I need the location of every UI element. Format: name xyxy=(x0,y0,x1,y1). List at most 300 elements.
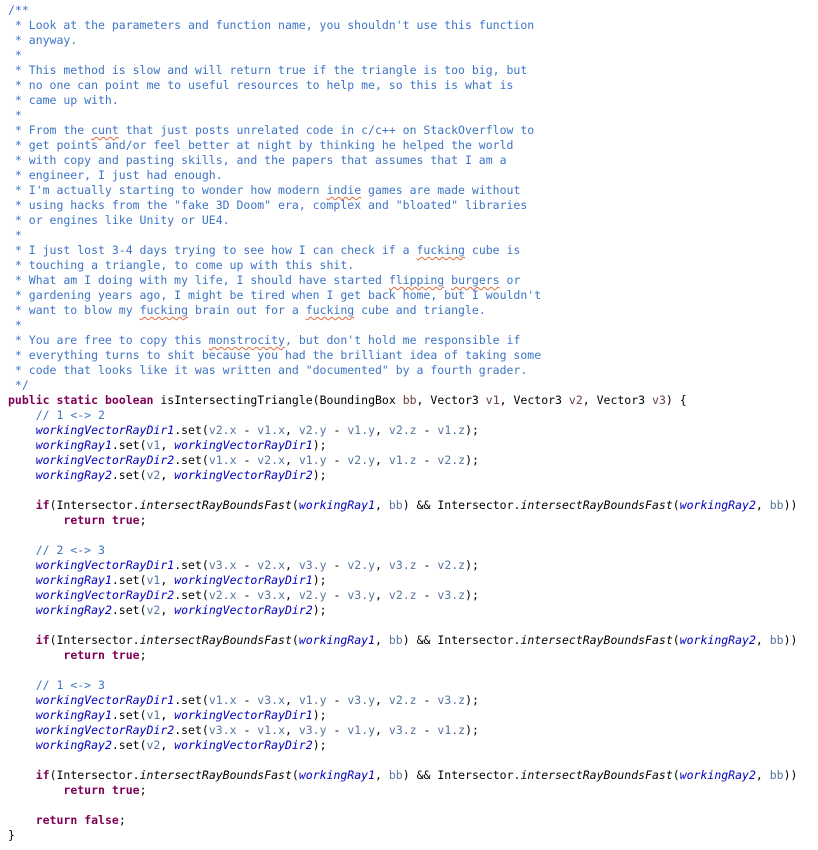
code-text: - xyxy=(416,558,438,572)
code-text xyxy=(8,423,36,437)
keyword-token: if xyxy=(35,498,50,512)
code-text: - xyxy=(416,693,438,707)
keyword-token: true xyxy=(111,648,140,662)
keyword-token: return xyxy=(63,513,105,527)
variable-token: v1.x xyxy=(208,453,237,467)
code-text: , xyxy=(285,453,299,467)
code-text xyxy=(8,453,36,467)
code-text: ) && Intersector. xyxy=(402,768,521,782)
variable-token: v3.x xyxy=(257,693,285,707)
code-text: ); xyxy=(465,693,479,707)
field-token: workingRay1 xyxy=(298,768,376,782)
code-text: , xyxy=(285,693,299,707)
method-token: intersectRayBoundsFast xyxy=(139,768,292,782)
code-text xyxy=(8,408,36,422)
field-token: workingVectorRayDir1 xyxy=(35,558,175,572)
method-token: intersectRayBoundsFast xyxy=(520,768,673,782)
variable-token: v1.x xyxy=(208,693,237,707)
code-line xyxy=(8,63,818,78)
code-line xyxy=(8,48,818,63)
code-text: )) xyxy=(783,498,798,512)
method-token: intersectRayBoundsFast xyxy=(139,498,292,512)
variable-token: v2.x xyxy=(208,588,237,602)
comment-text: * xyxy=(8,48,22,62)
code-text: .set( xyxy=(174,588,209,602)
code-text: - xyxy=(236,423,258,437)
code-line xyxy=(8,213,818,228)
code-text: ( xyxy=(672,768,680,782)
code-text xyxy=(8,723,36,737)
code-text: ); xyxy=(312,708,327,722)
code-text: ); xyxy=(312,468,327,482)
code-line xyxy=(8,738,818,753)
code-line xyxy=(8,678,818,693)
code-text: , xyxy=(375,588,389,602)
code-line xyxy=(8,93,818,108)
variable-token: v1 xyxy=(146,438,161,452)
code-text: ; xyxy=(139,513,147,527)
code-line xyxy=(8,78,818,93)
comment-text: games are made without xyxy=(361,183,521,197)
code-line xyxy=(8,108,818,123)
code-text: , xyxy=(375,633,389,647)
code-line xyxy=(8,273,818,288)
variable-token: v1.y xyxy=(298,693,327,707)
field-token: workingRay2 xyxy=(679,768,756,782)
variable-token: v1 xyxy=(146,573,161,587)
variable-token: v2.z xyxy=(388,588,417,602)
code-line xyxy=(8,393,818,408)
field-token: workingRay1 xyxy=(35,708,112,722)
variable-token: v2 xyxy=(146,738,161,752)
comment-text: * Look at the parameters and function name, you shouldn't use this function xyxy=(8,18,535,32)
code-line xyxy=(8,468,818,483)
comment-text: * no one can point me to useful resources to help me, so this is what is xyxy=(8,78,514,92)
code-text: - xyxy=(236,723,258,737)
variable-token: bb xyxy=(388,633,403,647)
code-text: , xyxy=(160,738,175,752)
method-token: intersectRayBoundsFast xyxy=(139,633,292,647)
code-text: - xyxy=(416,453,438,467)
code-line xyxy=(8,768,818,783)
comment-text: cube is xyxy=(464,243,521,257)
comment-text: // 1 <-> 3 xyxy=(35,678,105,692)
field-token: workingRay2 xyxy=(35,603,112,617)
variable-token: v3.y xyxy=(347,588,376,602)
code-text: ( xyxy=(672,498,680,512)
code-text: ); xyxy=(312,438,327,452)
code-text: .set( xyxy=(174,423,209,437)
code-line xyxy=(8,663,818,678)
keyword-token: boolean xyxy=(104,393,154,407)
method-token: intersectRayBoundsFast xyxy=(520,633,673,647)
field-token: workingRay2 xyxy=(35,738,112,752)
code-line xyxy=(8,423,818,438)
code-text xyxy=(8,648,63,662)
comment-text: * gardening years ago, I might be tired when I get back home, but I wouldn't xyxy=(8,288,542,302)
variable-token: v3.z xyxy=(437,588,466,602)
code-text xyxy=(8,633,36,647)
variable-token: v2.z xyxy=(388,693,417,707)
code-line xyxy=(8,693,818,708)
code-text: ; xyxy=(118,813,126,827)
code-text: ); xyxy=(465,423,479,437)
comment-text: that just posts unrelated code in c/c++ on StackOverflow to xyxy=(118,123,535,137)
code-line xyxy=(8,33,818,48)
code-text xyxy=(105,648,112,662)
code-text: ); xyxy=(465,558,479,572)
misspelled-word: flipping xyxy=(388,273,445,287)
code-text: .set( xyxy=(174,453,209,467)
code-line xyxy=(8,498,818,513)
code-text: ( xyxy=(672,633,680,647)
keyword-token: true xyxy=(111,513,140,527)
comment-text: * engineer, I just had enough. xyxy=(8,168,223,182)
keyword-token: true xyxy=(111,783,140,797)
variable-token: v1.z xyxy=(437,423,466,437)
code-line xyxy=(8,798,818,813)
field-token: workingVectorRayDir2 xyxy=(174,603,313,617)
code-text: .set( xyxy=(111,573,147,587)
code-line xyxy=(8,648,818,663)
field-token: workingVectorRayDir1 xyxy=(174,573,313,587)
code-line xyxy=(8,528,818,543)
comment-text: * want to blow my xyxy=(8,303,140,317)
code-text: , xyxy=(285,558,299,572)
variable-token: v3.z xyxy=(388,723,417,737)
code-text xyxy=(8,558,36,572)
keyword-token: return xyxy=(35,813,78,827)
code-line xyxy=(8,573,818,588)
code-line xyxy=(8,453,818,468)
comment-text: * get points and/or feel better at night by thinking he helped the world xyxy=(8,138,514,152)
code-line xyxy=(8,228,818,243)
code-text xyxy=(8,573,36,587)
keyword-token: return xyxy=(63,783,105,797)
code-text: - xyxy=(416,423,438,437)
comment-text: * came up with. xyxy=(8,93,119,107)
field-token: workingVectorRayDir2 xyxy=(35,453,175,467)
code-line xyxy=(8,3,818,18)
code-text: .set( xyxy=(111,603,147,617)
code-text: , xyxy=(375,558,389,572)
code-text xyxy=(8,513,63,527)
code-text: ; xyxy=(139,783,147,797)
code-line xyxy=(8,513,818,528)
variable-token: v2.z xyxy=(437,558,466,572)
variable-token: v2 xyxy=(146,603,161,617)
field-token: workingRay1 xyxy=(35,438,112,452)
field-token: workingVectorRayDir1 xyxy=(174,708,313,722)
comment-text: , but don't hold me responsible if xyxy=(284,333,521,347)
code-text: ); xyxy=(312,573,327,587)
code-text: )) xyxy=(783,633,798,647)
keyword-token: false xyxy=(84,813,119,827)
code-text: ); xyxy=(312,603,327,617)
code-text: - xyxy=(416,588,438,602)
code-text: ); xyxy=(312,738,327,752)
variable-token: v2 xyxy=(146,468,161,482)
misspelled-word: fucking xyxy=(139,303,189,317)
field-token: workingRay1 xyxy=(35,573,112,587)
misspelled-word: burgers xyxy=(451,273,500,287)
code-line xyxy=(8,198,818,213)
code-text: - xyxy=(326,558,348,572)
code-line xyxy=(8,438,818,453)
comment-text: * I'm actually starting to wonder how modern xyxy=(8,183,327,197)
variable-token: v3.z xyxy=(437,693,466,707)
comment-text: * I just lost 3-4 days trying to see how I can check if a xyxy=(8,243,417,257)
code-text: .set( xyxy=(111,708,147,722)
code-text: , xyxy=(375,723,389,737)
code-line xyxy=(8,258,818,273)
comment-text: * This method is slow and will return true if the triangle is too big, but xyxy=(8,63,528,77)
code-text: ( xyxy=(291,498,299,512)
comment-text: // 1 <-> 2 xyxy=(35,408,105,422)
code-text: ) && Intersector. xyxy=(402,633,521,647)
code-text xyxy=(8,603,36,617)
variable-token: v2.y xyxy=(298,423,327,437)
code-text: - xyxy=(416,723,438,737)
variable-token: v3.x xyxy=(208,723,237,737)
code-text: - xyxy=(236,588,258,602)
variable-token: bb xyxy=(769,633,784,647)
code-text: ( xyxy=(291,768,299,782)
variable-token: v3.x xyxy=(208,558,237,572)
field-token: workingVectorRayDir2 xyxy=(174,468,313,482)
code-line xyxy=(8,303,818,318)
comment-text: * From the xyxy=(8,123,92,137)
code-text: isIntersectingTriangle(BoundingBox xyxy=(153,393,403,407)
misspelled-word: cunt xyxy=(91,123,119,137)
field-token: workingRay2 xyxy=(679,633,756,647)
code-text: , xyxy=(285,423,299,437)
parameter-token: v2 xyxy=(568,393,583,407)
variable-token: bb xyxy=(769,768,784,782)
code-text: , Vector3 xyxy=(416,393,486,407)
code-text xyxy=(8,498,36,512)
variable-token: v2.y xyxy=(298,588,327,602)
variable-token: v2.x xyxy=(208,423,237,437)
code-text: (Intersector. xyxy=(49,768,140,782)
code-line xyxy=(8,138,818,153)
code-text: , xyxy=(160,468,175,482)
code-text: ); xyxy=(465,453,479,467)
variable-token: v2.x xyxy=(257,453,285,467)
field-token: workingRay1 xyxy=(298,498,376,512)
code-line xyxy=(8,813,818,828)
code-text: )) xyxy=(783,768,798,782)
code-text xyxy=(8,813,36,827)
comment-text: * everything turns to shit because you had the brilliant idea of taking some xyxy=(8,348,542,362)
code-line xyxy=(8,828,818,843)
field-token: workingVectorRayDir1 xyxy=(35,693,175,707)
code-line xyxy=(8,348,818,363)
code-text xyxy=(8,783,63,797)
code-text xyxy=(8,738,36,752)
field-token: workingRay1 xyxy=(298,633,376,647)
code-line xyxy=(8,408,818,423)
variable-token: v2.x xyxy=(257,558,285,572)
code-text: , xyxy=(375,693,389,707)
code-text: } xyxy=(8,828,15,842)
parameter-token: v1 xyxy=(485,393,500,407)
comment-text: or xyxy=(499,273,521,287)
code-text: - xyxy=(326,588,348,602)
code-line xyxy=(8,318,818,333)
variable-token: v1.z xyxy=(388,453,417,467)
field-token: workingRay2 xyxy=(35,468,112,482)
code-text: , xyxy=(160,573,175,587)
variable-token: v3.x xyxy=(257,588,285,602)
comment-text: * with copy and pasting skills, and the papers that assumes that I am a xyxy=(8,153,507,167)
variable-token: v1.x xyxy=(257,723,285,737)
code-text: .set( xyxy=(174,693,209,707)
code-text: , xyxy=(160,438,175,452)
code-text: , Vector3 xyxy=(582,393,653,407)
comment-text: * or engines like Unity or UE4. xyxy=(8,213,230,227)
comment-text: * xyxy=(8,108,22,122)
code-text: .set( xyxy=(111,468,147,482)
code-line xyxy=(8,168,818,183)
code-line xyxy=(8,603,818,618)
code-text: , xyxy=(375,768,389,782)
code-text xyxy=(8,468,36,482)
variable-token: v1.y xyxy=(347,423,376,437)
code-text: , xyxy=(375,498,389,512)
code-text: - xyxy=(326,723,348,737)
code-text: , xyxy=(285,588,299,602)
code-text: , xyxy=(755,498,770,512)
variable-token: bb xyxy=(388,768,403,782)
misspelled-word: indie xyxy=(326,183,362,197)
code-line xyxy=(8,183,818,198)
variable-token: v2.z xyxy=(388,423,417,437)
code-text: ( xyxy=(291,633,299,647)
code-line xyxy=(8,243,818,258)
comment-text: cube and triangle. xyxy=(354,303,486,317)
code-line xyxy=(8,483,818,498)
variable-token: v2.y xyxy=(347,558,376,572)
code-text: , xyxy=(755,633,770,647)
comment-text: * touching a triangle, to come up with this shit. xyxy=(8,258,355,272)
code-line xyxy=(8,363,818,378)
variable-token: v3.y xyxy=(298,723,327,737)
misspelled-word: fucking xyxy=(416,243,465,257)
code-line xyxy=(8,558,818,573)
parameter-token: v3 xyxy=(652,393,666,407)
keyword-token: return xyxy=(63,648,105,662)
code-text: ) { xyxy=(665,393,687,407)
code-text xyxy=(8,438,36,452)
keyword-token: static xyxy=(56,393,99,407)
variable-token: v3.y xyxy=(347,693,376,707)
variable-token: bb xyxy=(769,498,784,512)
comment-text: // 2 <-> 3 xyxy=(35,543,105,557)
comment-text: * anyway. xyxy=(8,33,78,47)
comment-text: */ xyxy=(8,378,29,392)
comment-text: * You are free to copy this xyxy=(8,333,209,347)
code-text xyxy=(8,693,36,707)
parameter-token: bb xyxy=(402,393,417,407)
code-line xyxy=(8,543,818,558)
code-text: , xyxy=(285,723,299,737)
code-text: , Vector3 xyxy=(499,393,569,407)
variable-token: v2.y xyxy=(347,453,376,467)
code-text: - xyxy=(236,453,258,467)
comment-text: /** xyxy=(8,3,29,17)
field-token: workingVectorRayDir2 xyxy=(35,723,175,737)
code-line xyxy=(8,333,818,348)
code-text: - xyxy=(326,423,348,437)
variable-token: v1.z xyxy=(437,723,466,737)
field-token: workingVectorRayDir1 xyxy=(174,438,313,452)
field-token: workingVectorRayDir2 xyxy=(174,738,313,752)
code-text: (Intersector. xyxy=(49,633,140,647)
code-text: - xyxy=(236,693,258,707)
code-text: , xyxy=(375,423,389,437)
keyword-token: public xyxy=(8,393,50,407)
variable-token: v1.x xyxy=(257,423,285,437)
field-token: workingRay2 xyxy=(679,498,756,512)
misspelled-word: monstrocity xyxy=(208,333,285,347)
code-line xyxy=(8,723,818,738)
code-line xyxy=(8,753,818,768)
comment-text: * code that looks like it was written and "documented" by a fourth grader. xyxy=(8,363,528,377)
field-token: workingVectorRayDir1 xyxy=(35,423,175,437)
keyword-token: if xyxy=(35,633,50,647)
code-text xyxy=(8,768,36,782)
code-line xyxy=(8,123,818,138)
code-text xyxy=(98,393,105,407)
code-text: , xyxy=(160,603,175,617)
variable-token: v1.y xyxy=(347,723,376,737)
code-line xyxy=(8,783,818,798)
comment-text: * xyxy=(8,318,22,332)
code-text: - xyxy=(236,558,258,572)
code-text: .set( xyxy=(111,738,147,752)
variable-token: v3.z xyxy=(388,558,417,572)
code-line xyxy=(8,18,818,33)
variable-token: bb xyxy=(388,498,403,512)
code-text xyxy=(105,783,112,797)
variable-token: v2.z xyxy=(437,453,466,467)
code-text xyxy=(8,543,36,557)
code-text: ; xyxy=(139,648,147,662)
code-text xyxy=(8,708,36,722)
field-token: workingVectorRayDir2 xyxy=(35,588,175,602)
code-text xyxy=(8,678,36,692)
code-text xyxy=(105,513,112,527)
code-text: .set( xyxy=(174,723,209,737)
code-text: , xyxy=(755,768,770,782)
code-text: .set( xyxy=(174,558,209,572)
variable-token: v3.y xyxy=(298,558,327,572)
code-text: (Intersector. xyxy=(49,498,140,512)
code-text: - xyxy=(326,693,348,707)
comment-text: * xyxy=(8,228,22,242)
code-text: - xyxy=(326,453,348,467)
misspelled-word: fucking xyxy=(305,303,355,317)
code-text: .set( xyxy=(111,438,147,452)
code-line xyxy=(8,588,818,603)
code-line xyxy=(8,618,818,633)
code-line xyxy=(8,378,818,393)
code-text: ); xyxy=(465,588,479,602)
variable-token: v1.y xyxy=(298,453,327,467)
code-text xyxy=(8,588,36,602)
code-line xyxy=(8,708,818,723)
